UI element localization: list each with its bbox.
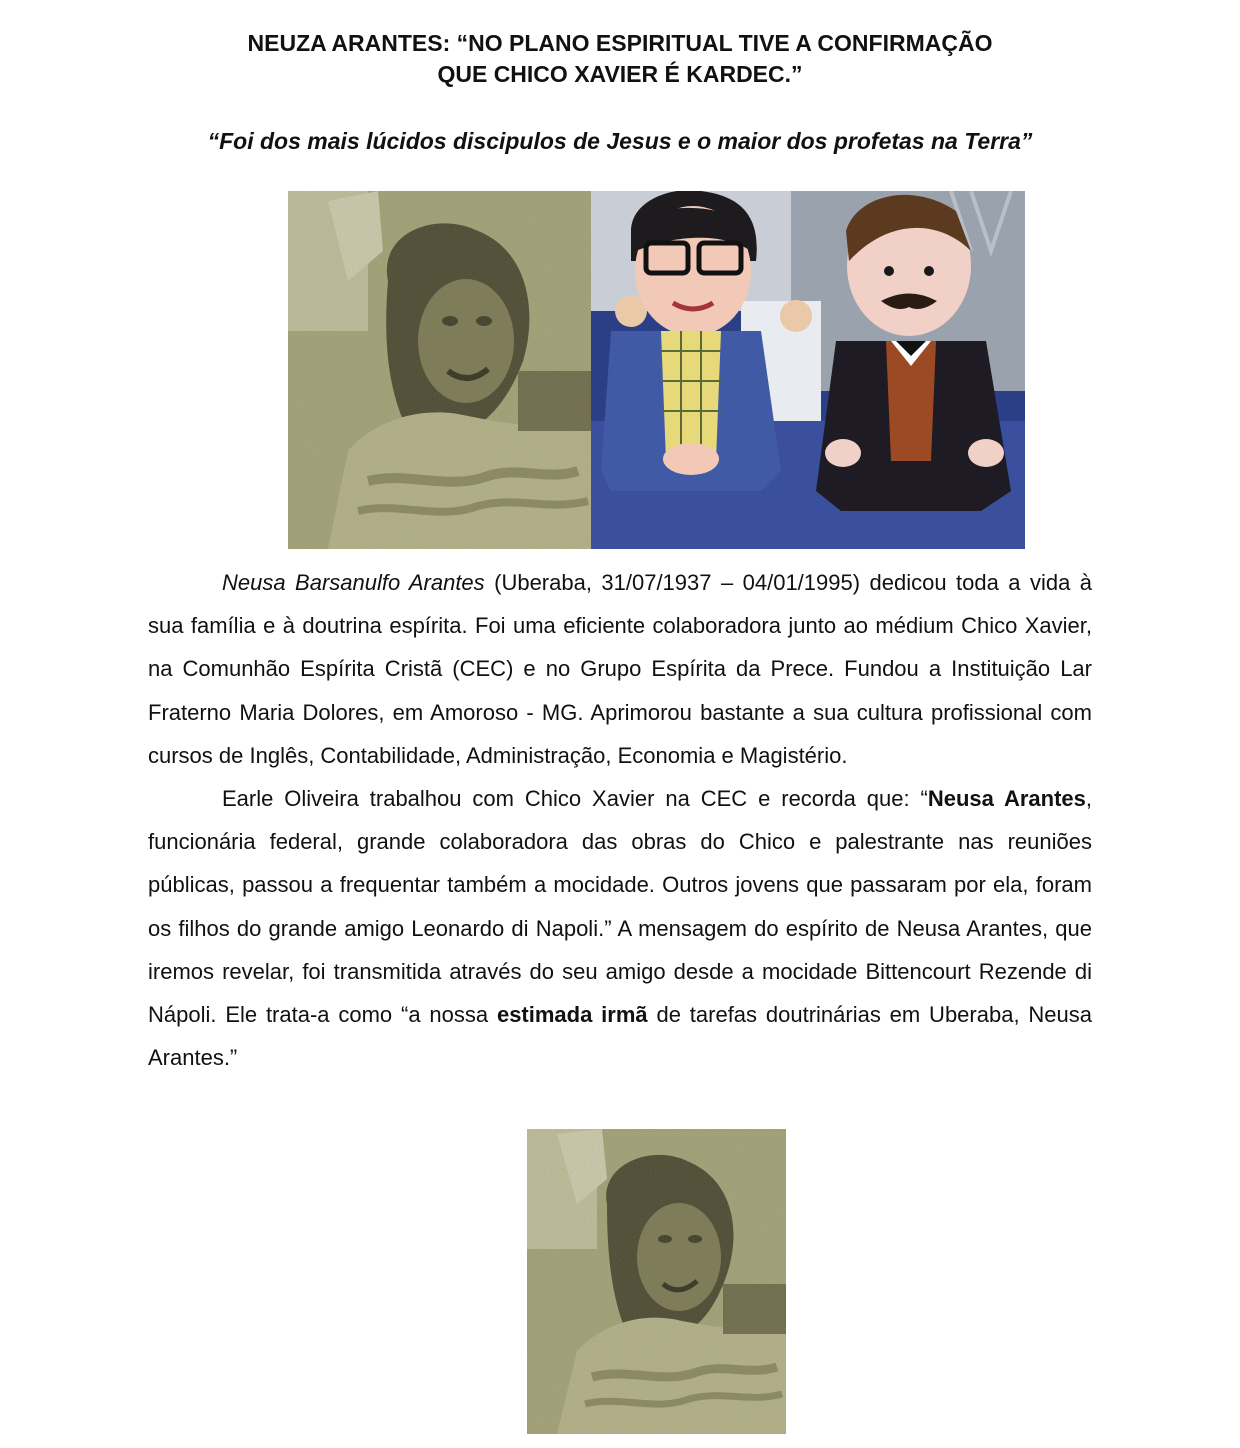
recollection-text-1: Earle Oliveira trabalhou com Chico Xavier na CEC e recorda que: “ xyxy=(222,786,928,812)
paragraph-recollection xyxy=(148,777,1092,1079)
paragraph-biography-text: (Uberaba, 31/07/1937 – 04/01/1995) dedicou toda a vida à sua família e à doutrina espírita. Foi uma eficiente colaboradora junto ao médium Chico Xavier, na Comunhão Espírita Cristã (CEC) e no Grupo Espírita da Prece. Fundou a Instituição Lar Fraterno Maria Dolores, em Amoroso - MG. Aprimorou bastante a sua cultura profissional com cursos de Inglês, Contabilidade, Administração, Economia e Magistério. xyxy=(148,570,1093,768)
title-line-1: NEUZA ARANTES: “NO PLANO ESPIRITUAL TIVE A CONFIRMAÇÃO xyxy=(247,30,993,56)
neusa-arantes-photo xyxy=(288,191,591,549)
bold-name: Neusa Arantes xyxy=(927,786,1086,812)
name-italic: Neusa Barsanulfo Arantes xyxy=(222,570,485,595)
paragraph-biography xyxy=(148,561,1092,777)
photo-row xyxy=(288,191,1025,549)
recollection-text-3: de tarefas doutrinárias em Uberaba, Neusa Arantes.” xyxy=(148,1002,1092,1071)
article-title xyxy=(0,28,1240,90)
recollection-text-2: , funcionária federal, grande colaboradora das obras do Chico e palestrante nas reuniões públicas, passou a frequentar também a mocidade. Outros jovens que passaram por ela, foram os filhos do grande amigo Leonardo di Napoli.” A mensagem do espírito de Neusa Arantes, que iremos revelar, foi transmitida através do seu amigo desde a mocidade Bittencourt Rezende di Nápoli. Ele trata-a como “a nossa xyxy=(148,786,1093,1028)
article-subtitle-quote: “Foi dos mais lúcidos discipulos de Jesus e o maior dos profetas na Terra” xyxy=(207,128,1033,154)
neusa-arantes-portrait-bottom xyxy=(527,1129,786,1434)
title-line-2: QUE CHICO XAVIER É KARDEC.” xyxy=(437,61,803,87)
chico-xavier-kardec-cartoon-photo xyxy=(591,191,1025,549)
bold-estimada-irma: estimada irmã xyxy=(496,1002,648,1028)
article-body xyxy=(148,561,1092,1079)
